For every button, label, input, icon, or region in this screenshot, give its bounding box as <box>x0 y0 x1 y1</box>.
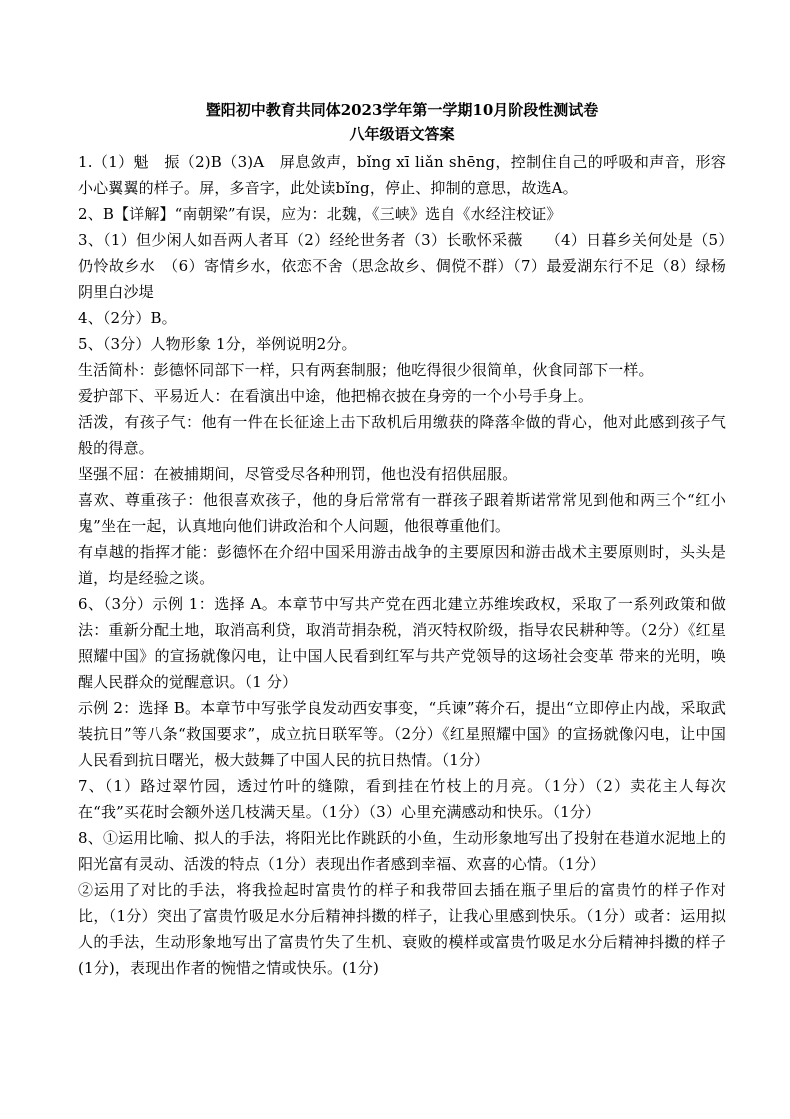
answer-q7: 7、（1）路过翠竹园，透过竹叶的缝隙，看到挂在竹枝上的月亮。（1分）（2）卖花主人每次在“我”买花时会额外送几枝满天星。（1分）（3）心里充满感动和快乐。（1分） <box>78 777 726 821</box>
answer-q2: 2、B【详解】“南朝梁”有误，应为：北魏，《三峡》选自《水经注校证》 <box>78 205 562 223</box>
answer-q5-trait-frugal: 生活简朴：彭德怀同部下一样，只有两套制服；他吃得很少很简单，伙食同部下一样。 <box>78 361 654 379</box>
answer-q4: 4、（2分）B。 <box>78 309 177 327</box>
answer-q5-trait-caring: 爱护部下、平易近人：在看演出中途，他把棉衣披在身旁的一个小号手身上。 <box>78 387 594 405</box>
answer-q1: 1.（1）魁 振（2)B（3)A 屏息敛声，bǐng xī liǎn shēng，控制住自己的呼吸和声音，形容小心翼翼的样子。屏，多音字，此处读bǐng，停止、抑制的意思，故选A。 <box>78 153 726 197</box>
answer-q8-part-2: ②运用了对比的手法，将我捡起时富贵竹的样子和我带回去插在瓶子里后的富贵竹的样子作对比，（1分）突出了富贵竹吸足水分后精神抖擞的样子，让我心里感到快乐。（1分）或者：运用拟人的手法，生动形象地写出了富贵竹失了生机、衰败的模样或富贵竹吸足水分后精神抖擞的样子(1分)，表现出作者的惋惜之情或快乐。(1分) <box>78 881 726 977</box>
answer-q5-trait-lively: 活泼，有孩子气：他有一件在长征途上击下敌机后用缴获的降落伞做的背心，他对此感到孩子气般的得意。 <box>78 413 726 457</box>
answer-q8-part-1: 8、①运用比喻、拟人的手法，将阳光比作跳跃的小鱼，生动形象地写出了投射在巷道水泥地上的阳光富有灵动、活泼的特点（1分）表现出作者感到幸福、欢喜的心情。（1分） <box>78 829 726 873</box>
answer-q5-trait-commander: 有卓越的指挥才能：彭德怀在介绍中国采用游击战争的主要原因和游击战术主要原则时，头头是道，均是经验之谈。 <box>78 543 726 587</box>
answer-q6-example-2: 示例 2：选择 B。本章节中写张学良发动西安事变，“兵谏”蒋介石，提出“立即停止内战，采取武装抗日”等八条“救国要求”，成立抗日联军等。（2分）《红星照耀中国》的宣扬就像闪电，让中国人民看到抗日曙光，极大鼓舞了中国人民的抗日热情。（1分） <box>78 699 726 769</box>
document-title: 暨阳初中教育共同体2023学年第一学期10月阶段性测试卷 <box>205 101 599 119</box>
answer-q5-trait-unyielding: 坚强不屈：在被捕期间，尽管受尽各种刑罚，他也没有招供屈服。 <box>78 465 518 483</box>
answer-q5: 5、（3分）人物形象 1分，举例说明2分。 <box>78 335 357 353</box>
answer-q5-trait-loves-children: 喜欢、尊重孩子：他很喜欢孩子，他的身后常常有一群孩子跟着斯诺常常见到他和两三个“红小鬼”坐在一起，认真地向他们讲政治和个人问题，他很尊重他们。 <box>78 491 726 535</box>
answer-q6-example-1: 6、（3分）示例 1：选择 A。本章节中写共产党在西北建立苏维埃政权，采取了一系列政策和做法：重新分配土地，取消高利贷，取消苛捐杂税，消灭特权阶级，指导农民耕种等。（2分）《红星照耀中国》的宣扬就像闪电，让中国人民看到红军与共产党领导的这场社会变革 带来的光明，唤醒人民群众的觉醒意识。（1 分） <box>78 595 726 691</box>
answer-document <box>78 98 726 981</box>
document-subtitle: 八年级语文答案 <box>349 125 455 143</box>
answer-q3: 3、（1）但少闲人如吾两人者耳（2）经纶世务者（3）长歌怀采薇 （4）日暮乡关何处是（5）仍怜故乡水 （6）寄情乡水，依恋不舍（思念故乡、倜傥不群）（7）最爱湖东行不足（8）绿杨阴里白沙堤 <box>78 231 726 301</box>
